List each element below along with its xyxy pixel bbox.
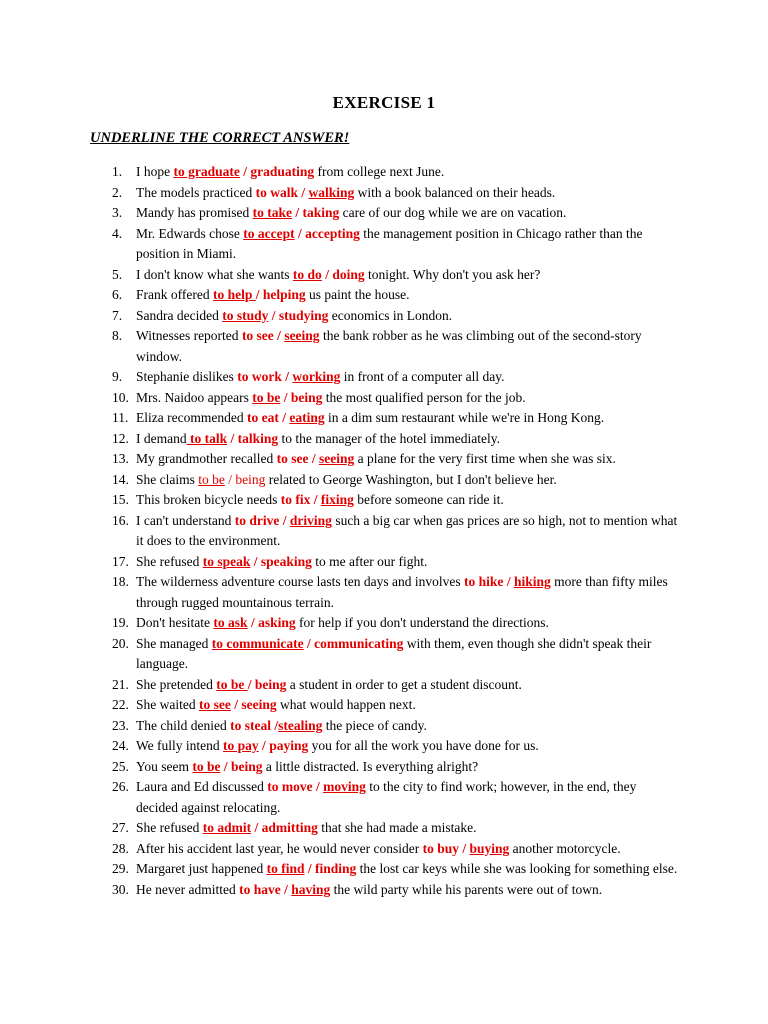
sentence-end: the management position in Chicago rather than the position in Miami. — [136, 225, 643, 261]
option-gerund: fixing — [320, 492, 354, 507]
option-separator: / — [304, 861, 315, 876]
option-infinitive: to help — [212, 287, 256, 302]
option-separator: / — [503, 574, 514, 589]
sentence-start: Mrs. Naidoo appears — [136, 389, 253, 405]
sentence-end: a little distracted. Is everything alright? — [262, 758, 479, 774]
sentence-end: in front of a computer all day. — [340, 369, 505, 384]
option-gerund: being — [231, 758, 263, 774]
option-separator: / — [250, 553, 261, 569]
sentence-start: She claims — [136, 471, 199, 487]
option-infinitive: to move — [267, 779, 313, 794]
sentence-end: that she had made a mistake. — [317, 820, 477, 835]
option-infinitive: to have — [239, 881, 281, 897]
exercise-item — [0, 675, 768, 696]
exercise-item — [0, 388, 768, 409]
exercise-item — [0, 470, 768, 491]
option-infinitive: to see — [199, 697, 231, 712]
option-gerund: having — [291, 881, 331, 897]
option-infinitive: to ask — [213, 615, 248, 630]
option-infinitive: to do — [292, 266, 322, 282]
option-gerund: taking — [302, 205, 340, 220]
option-infinitive: to admit — [202, 820, 252, 835]
item-number: 25. — [112, 758, 129, 774]
sentence-end: you for all the work you have done for us. — [308, 738, 539, 753]
sentence-end: the piece of candy. — [322, 717, 427, 733]
option-separator: / — [268, 307, 279, 323]
option-gerund: eating — [289, 410, 325, 425]
sentence-end: with a book balanced on their heads. — [354, 184, 556, 200]
sentence-start: Don't hesitate — [136, 615, 214, 630]
option-separator: / — [239, 164, 251, 179]
exercise-item — [0, 265, 768, 286]
exercise-item — [0, 839, 768, 860]
option-gerund: seeing — [318, 451, 355, 466]
option-separator: / — [312, 779, 324, 794]
item-number: 5. — [112, 266, 123, 282]
exercise-item — [0, 203, 768, 224]
option-gerund: moving — [323, 779, 366, 794]
option-infinitive: to accept — [243, 225, 295, 241]
sentence-end: to me after our fight. — [311, 553, 428, 569]
option-infinitive: to pay — [223, 738, 259, 753]
item-number: 20. — [112, 635, 129, 651]
option-infinitive: to talk — [186, 430, 228, 446]
sentence-start: Witnesses reported — [136, 328, 242, 343]
item-number: 12. — [112, 430, 129, 446]
sentence-start: The child denied — [136, 717, 231, 733]
sentence-start: Stephanie dislikes — [136, 369, 238, 384]
option-separator: / — [251, 820, 262, 835]
page-title: EXERCISE 1 — [332, 93, 436, 112]
option-gerund: seeing — [284, 328, 320, 343]
option-infinitive: to communicate — [211, 635, 304, 651]
option-gerund: asking — [258, 615, 296, 630]
sentence-end: in a dim sum restaurant while we're in Hong Kong. — [324, 410, 605, 425]
option-gerund: studying — [278, 307, 329, 323]
option-infinitive: to buy — [422, 840, 459, 856]
sentence-end: another motorcycle. — [509, 840, 621, 856]
option-infinitive: to eat — [246, 410, 279, 425]
exercise-item — [0, 183, 768, 204]
sentence-start: My grandmother recalled — [136, 451, 277, 466]
exercise-item — [0, 326, 768, 367]
sentence-end: to the manager of the hotel immediately. — [278, 430, 500, 446]
exercise-item — [0, 695, 768, 716]
sentence-end: a student in order to get a student discount. — [286, 676, 522, 692]
sentence-start: We fully intend — [136, 738, 224, 753]
item-number: 28. — [112, 840, 129, 856]
option-separator: / — [230, 697, 242, 712]
sentence-end: the wild party while his parents were out of town. — [330, 881, 603, 897]
sentence-start: She pretended — [136, 676, 217, 692]
sentence-start: She waited — [136, 697, 199, 712]
option-infinitive: to be — [252, 389, 281, 405]
option-infinitive: to find — [266, 861, 305, 876]
option-separator: / — [224, 471, 236, 487]
option-gerund: being — [254, 676, 287, 692]
option-separator: / — [297, 184, 309, 200]
option-infinitive: to hike — [464, 574, 504, 589]
exercise-item — [0, 306, 768, 327]
item-number: 6. — [112, 287, 123, 302]
option-infinitive: to take — [252, 205, 292, 220]
option-separator: / — [255, 287, 263, 302]
item-number: 2. — [112, 184, 123, 200]
option-separator: / — [310, 492, 321, 507]
item-number: 18. — [112, 574, 129, 589]
item-number: 24. — [112, 738, 129, 753]
exercise-item — [0, 880, 768, 901]
option-gerund: being — [290, 389, 323, 405]
item-number: 26. — [112, 779, 129, 794]
option-gerund: working — [292, 369, 341, 384]
option-gerund: being — [235, 471, 266, 487]
option-gerund: accepting — [305, 225, 360, 241]
option-infinitive: to see — [241, 328, 274, 343]
sentence-start: Sandra decided — [136, 307, 223, 323]
sentence-start: I demand — [136, 430, 187, 446]
item-number: 16. — [112, 512, 129, 528]
sentence-end: related to George Washington, but I don't believe her. — [265, 471, 557, 487]
option-gerund: admitting — [261, 820, 318, 835]
option-gerund: helping — [262, 287, 306, 302]
item-number: 4. — [112, 225, 123, 241]
option-separator: / — [220, 758, 232, 774]
exercise-item — [0, 634, 768, 675]
option-separator: / — [294, 225, 306, 241]
option-infinitive: to be — [198, 471, 225, 487]
option-infinitive: to speak — [202, 553, 251, 569]
exercise-item — [0, 429, 768, 450]
sentence-start: Laura and Ed discussed — [136, 779, 268, 794]
option-gerund: stealing — [278, 717, 323, 733]
sentence-end: before someone can ride it. — [353, 492, 504, 507]
sentence-start: I can't understand — [136, 512, 235, 528]
option-separator: / — [279, 512, 290, 528]
option-infinitive: to be — [192, 758, 221, 774]
sentence-end: more than fifty miles through rugged mountainous terrain. — [136, 574, 668, 610]
item-number: 22. — [112, 697, 129, 712]
instruction-heading: UNDERLINE THE CORRECT ANSWER! — [90, 130, 350, 146]
option-separator: / — [303, 635, 315, 651]
sentence-end: a plane for the very first time when she was six. — [354, 451, 616, 466]
option-gerund: graduating — [250, 164, 315, 179]
option-separator: / — [247, 676, 255, 692]
sentence-end: to the city to find work; however, in the end, they decided against relocating. — [136, 779, 637, 815]
option-gerund: communicating — [314, 635, 404, 651]
item-number: 14. — [112, 471, 129, 487]
item-number: 9. — [112, 369, 123, 384]
sentence-end: such a big car when gas prices are so high, not to mention what it does to the environment. — [136, 512, 678, 548]
sentence-start: Margaret just happened — [136, 861, 267, 876]
option-gerund: paying — [269, 738, 309, 753]
sentence-start: The wilderness adventure course lasts ten days and involves — [136, 574, 465, 589]
sentence-start: I hope — [136, 164, 174, 179]
sentence-start: Mr. Edwards chose — [136, 225, 244, 241]
option-separator: / — [270, 717, 279, 733]
sentence-start: Frank offered — [136, 287, 213, 302]
exercise-item — [0, 818, 768, 839]
sentence-end: us paint the house. — [305, 287, 410, 302]
sentence-end: the lost car keys while she was looking for something else. — [356, 861, 678, 876]
option-gerund: doing — [332, 266, 365, 282]
sentence-start: Eliza recommended — [136, 410, 247, 425]
item-number: 21. — [112, 676, 129, 692]
sentence-start: This broken bicycle needs — [136, 492, 281, 507]
exercise-item — [0, 777, 768, 818]
option-separator: / — [278, 410, 290, 425]
sentence-start: She managed — [136, 635, 212, 651]
sentence-start: The models practiced — [136, 184, 256, 200]
option-infinitive: to be — [216, 676, 248, 692]
option-infinitive: to drive — [234, 512, 280, 528]
option-gerund: driving — [289, 512, 332, 528]
option-separator: / — [291, 205, 303, 220]
option-separator: / — [247, 615, 259, 630]
sentence-end: with them, even though she didn't speak their language. — [136, 635, 652, 671]
option-separator: / — [280, 881, 292, 897]
sentence-end: what would happen next. — [276, 697, 416, 712]
option-gerund: hiking — [513, 574, 551, 589]
item-number: 30. — [112, 881, 129, 897]
item-number: 11. — [112, 410, 129, 425]
option-infinitive: to graduate — [173, 164, 240, 179]
sentence-end: for help if you don't understand the directions. — [295, 615, 549, 630]
item-number: 7. — [112, 307, 123, 323]
item-number: 23. — [112, 717, 129, 733]
option-infinitive: to fix — [280, 492, 311, 507]
sentence-start: She refused — [136, 820, 203, 835]
sentence-end: the bank robber as he was climbing out of the second-story window. — [136, 328, 642, 364]
option-separator: / — [280, 389, 291, 405]
item-number: 15. — [112, 492, 129, 507]
item-number: 8. — [112, 328, 123, 343]
exercise-item — [0, 224, 768, 265]
sentence-start: He never admitted — [136, 881, 240, 897]
sentence-start: I don't know what she wants — [136, 266, 293, 282]
option-separator: / — [308, 451, 319, 466]
option-gerund: buying — [469, 840, 510, 856]
exercise-item — [0, 162, 768, 183]
item-number: 17. — [112, 553, 129, 569]
item-number: 3. — [112, 205, 123, 220]
exercise-item — [0, 572, 768, 613]
item-number: 19. — [112, 615, 129, 630]
option-infinitive: to see — [276, 451, 309, 466]
option-separator: / — [459, 840, 470, 856]
item-number: 10. — [112, 389, 129, 405]
sentence-end: the most qualified person for the job. — [322, 389, 526, 405]
exercise-item — [0, 490, 768, 511]
option-separator: / — [281, 369, 293, 384]
exercise-item — [0, 757, 768, 778]
option-gerund: finding — [315, 861, 357, 876]
sentence-end: economics in London. — [328, 307, 453, 323]
sentence-end: from college next June. — [314, 164, 445, 179]
sentence-start: You seem — [136, 758, 193, 774]
option-infinitive: to walk — [255, 184, 298, 200]
exercise-item — [0, 716, 768, 737]
exercise-item — [0, 736, 768, 757]
exercise-item — [0, 449, 768, 470]
sentence-end: care of our dog while we are on vacation. — [339, 205, 567, 220]
option-separator: / — [273, 328, 285, 343]
item-number: 27. — [112, 820, 129, 835]
option-gerund: talking — [237, 430, 279, 446]
option-separator: / — [321, 266, 333, 282]
sentence-start: Mandy has promised — [136, 205, 253, 220]
exercise-item — [0, 408, 768, 429]
option-gerund: walking — [308, 184, 355, 200]
option-infinitive: to steal — [230, 717, 271, 733]
option-gerund: speaking — [260, 553, 312, 569]
sentence-start: She refused — [136, 553, 203, 569]
option-gerund: seeing — [241, 697, 277, 712]
option-infinitive: to work — [237, 369, 282, 384]
option-separator: / — [258, 738, 270, 753]
exercise-item — [0, 859, 768, 880]
exercise-list — [0, 162, 768, 900]
option-separator: / — [227, 430, 238, 446]
sentence-end: tonight. Why don't you ask her? — [364, 266, 541, 282]
item-number: 29. — [112, 861, 129, 876]
exercise-item — [0, 613, 768, 634]
item-number: 13. — [112, 451, 129, 466]
exercise-item — [0, 511, 768, 552]
exercise-item — [0, 367, 768, 388]
sentence-start: After his accident last year, he would never consider — [136, 840, 423, 856]
exercise-item — [0, 285, 768, 306]
option-infinitive: to study — [222, 307, 269, 323]
item-number: 1. — [112, 164, 123, 179]
exercise-item — [0, 552, 768, 573]
